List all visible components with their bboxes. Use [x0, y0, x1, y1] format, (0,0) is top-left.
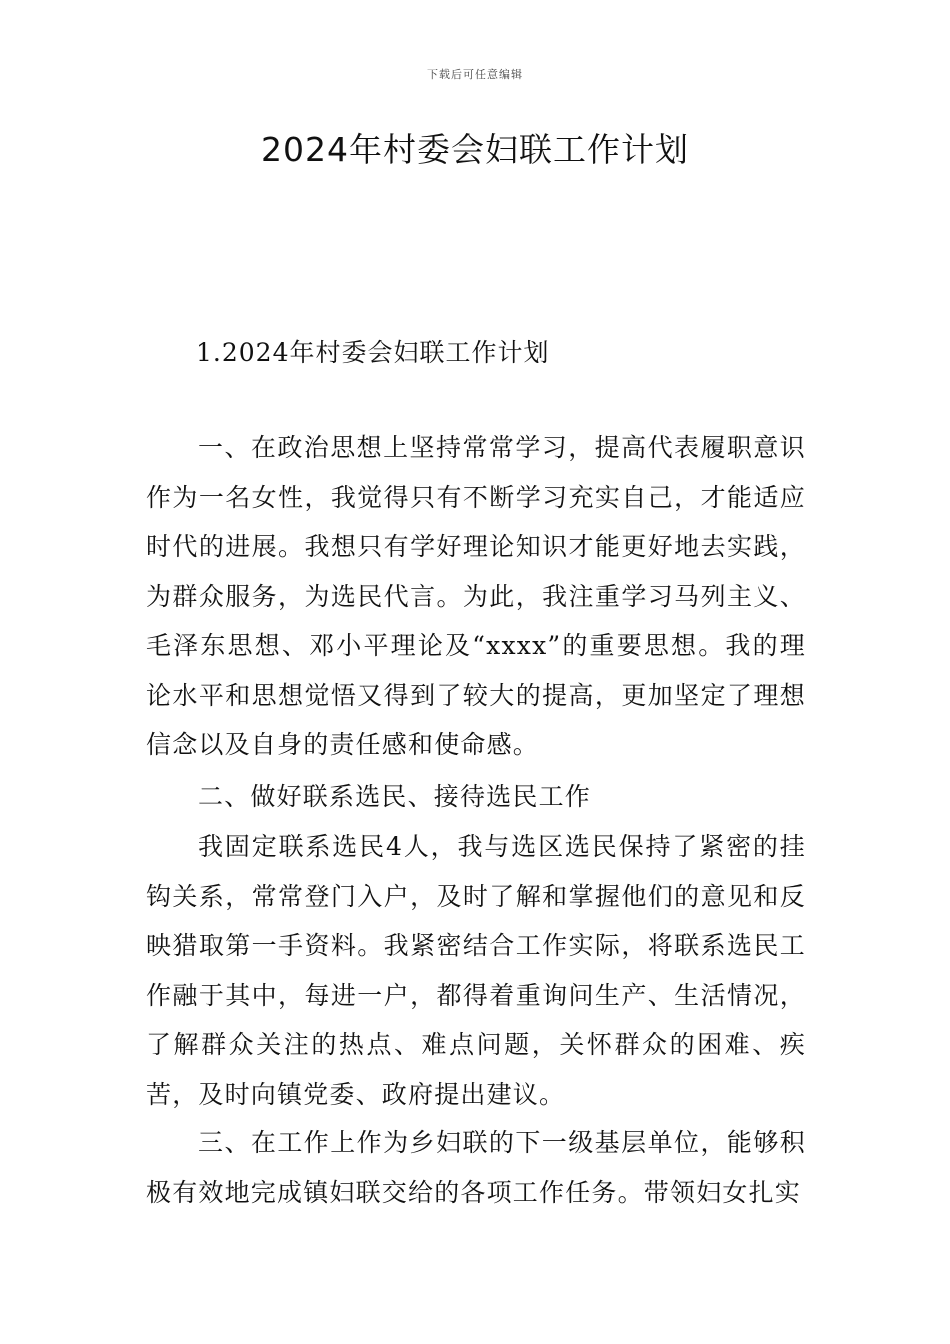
paragraph-political-study: 一、在政治思想上坚持常常学习，提高代表履职意识作为一名女性，我觉得只有不断学习充实自己，才能适应时代的进展。我想只有学好理论知识才能更好地去实践，为群众服务，为选民代言。为此，我注重学习马列主义、毛泽东思想、邓小平理论及“xxxx”的重要思想。我的理论水平和思想觉悟又得到了较大的提高，更加坚定了理想信念以及自身的责任感和使命感。	[146, 433, 806, 759]
header-note: 下载后可任意编辑	[427, 68, 523, 81]
paragraph-heading-voter-contact: 二、做好联系选民、接待选民工作	[198, 782, 592, 811]
paragraph-work: 三、在工作上作为乡妇联的下一级基层单位，能够积极有效地完成镇妇联交给的各项工作任务。带领妇女扎实	[146, 1128, 806, 1207]
document-title: 2024年村委会妇联工作计划	[261, 130, 689, 169]
section-subtitle: 1.2024年村委会妇联工作计划	[196, 338, 550, 367]
paragraph-voter-contact: 我固定联系选民4人，我与选区选民保持了紧密的挂钩关系，常常登门入户，及时了解和掌握他们的意见和反映猎取第一手资料。我紧密结合工作实际，将联系选民工作融于其中，每进一户，都得着重询问生产、生活情况，了解群众关注的热点、难点问题，关怀群众的困难、疾苦，及时向镇党委、政府提出建议。	[146, 832, 806, 1109]
